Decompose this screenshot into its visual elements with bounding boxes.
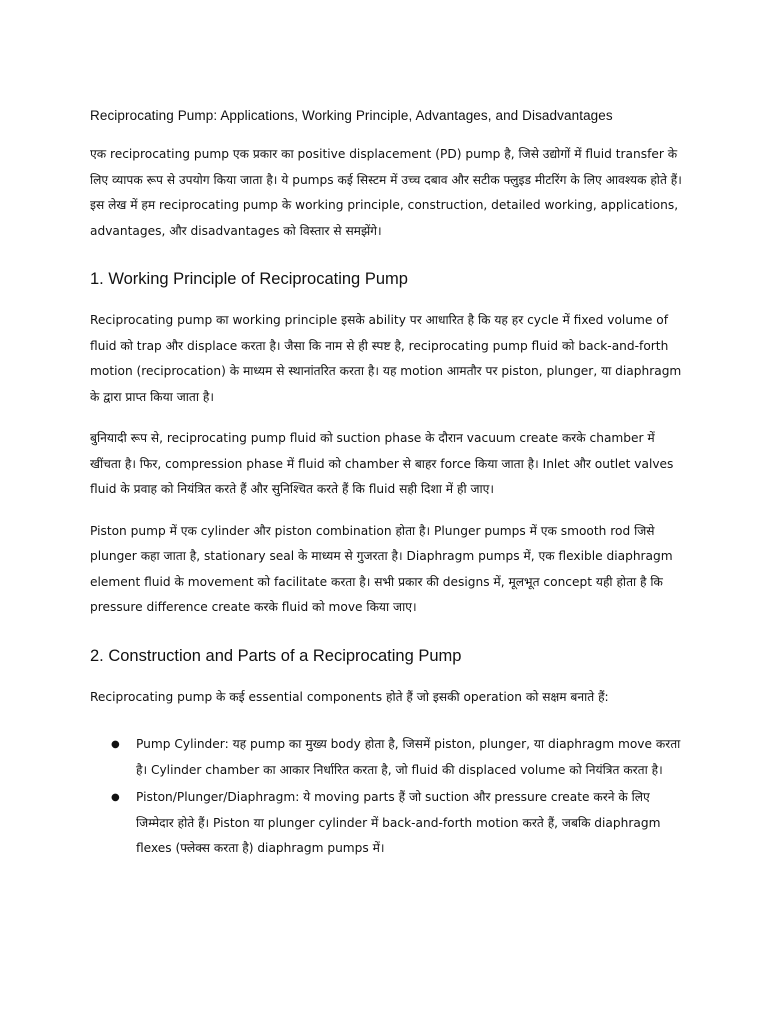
document-page xyxy=(90,106,686,864)
document-title: Reciprocating Pump: Applications, Working Principle, Advantages, and Disadvantages xyxy=(90,108,613,123)
list-item xyxy=(90,732,686,783)
bullet-icon: ● xyxy=(111,792,120,803)
bullet-icon: ● xyxy=(111,739,120,750)
intro-paragraph: एक reciprocating pump एक प्रकार का positive displacement (PD) pump है, जिसे उद्योगों में fluid transfer के लिए व्यापक रूप से उपयोग किया जाता है। ये pumps कई सिस्टम में उच्च दबाव और सटीक फ्लुइड मीटरिंग के लिए आवश्यक होते हैं। इस लेख में हम reciprocating pump के working principle, construction, detailed working, applications, advantages, और disadvantages को विस्तार से समझेंगे। xyxy=(90,147,682,238)
list-item xyxy=(90,785,686,862)
components-list xyxy=(90,732,686,862)
working-principle-paragraph-3: Piston pump में एक cylinder और piston combination होता है। Plunger pumps में एक smooth rod जिसे plunger कहा जाता है, stationary seal के माध्यम से गुजरता है। Diaphragm pumps में, एक flexible diaphragm element fluid के movement को facilitate करता है। सभी प्रकार की designs में, मूलभूत concept यही होता है कि pressure difference create करके fluid को move किया जाए। xyxy=(90,523,673,614)
section-heading-working-principle: 1. Working Principle of Reciprocating Pump xyxy=(90,270,408,288)
list-item-text: Pump Cylinder: यह pump का मुख्य body होता है, जिसमें piston, plunger, या diaphragm move करता है। Cylinder chamber का आकार निर्धारित करता है, जो fluid की displaced volume को नियंत्रित करता है। xyxy=(136,737,681,777)
list-item-text: Piston/Plunger/Diaphragm: ये moving parts हैं जो suction और pressure create करने के लिए जिम्मेदार होते हैं। Piston या plunger cylinder में back-and-forth motion करते हैं, जबकि diaphragm flexes (फ्लेक्स करता है) diaphragm pumps में। xyxy=(136,790,661,855)
section-heading-construction: 2. Construction and Parts of a Reciprocating Pump xyxy=(90,646,462,665)
construction-intro-paragraph: Reciprocating pump के कई essential components होते हैं जो इसकी operation को सक्षम बनाते हैं: xyxy=(90,689,609,704)
working-principle-paragraph-1: Reciprocating pump का working principle इसके ability पर आधारित है कि यह हर cycle में fixed volume of fluid को trap और displace करता है। जैसा कि नाम से ही स्पष्ट है, reciprocating pump fluid को back-and-forth motion (reciprocation) के माध्यम से स्थानांतरित करता है। यह motion आमतौर पर piston, plunger, या diaphragm के द्वारा प्राप्त किया जाता है। xyxy=(90,313,682,404)
working-principle-paragraph-2: बुनियादी रूप से, reciprocating pump fluid को suction phase के दौरान vacuum create करके chamber में खींचता है। फिर, compression phase में fluid को chamber से बाहर force किया जाता है। Inlet और outlet valves fluid के प्रवाह को नियंत्रित करते हैं और सुनिश्चित करते हैं कि fluid सही दिशा में ही जाए। xyxy=(90,431,674,496)
